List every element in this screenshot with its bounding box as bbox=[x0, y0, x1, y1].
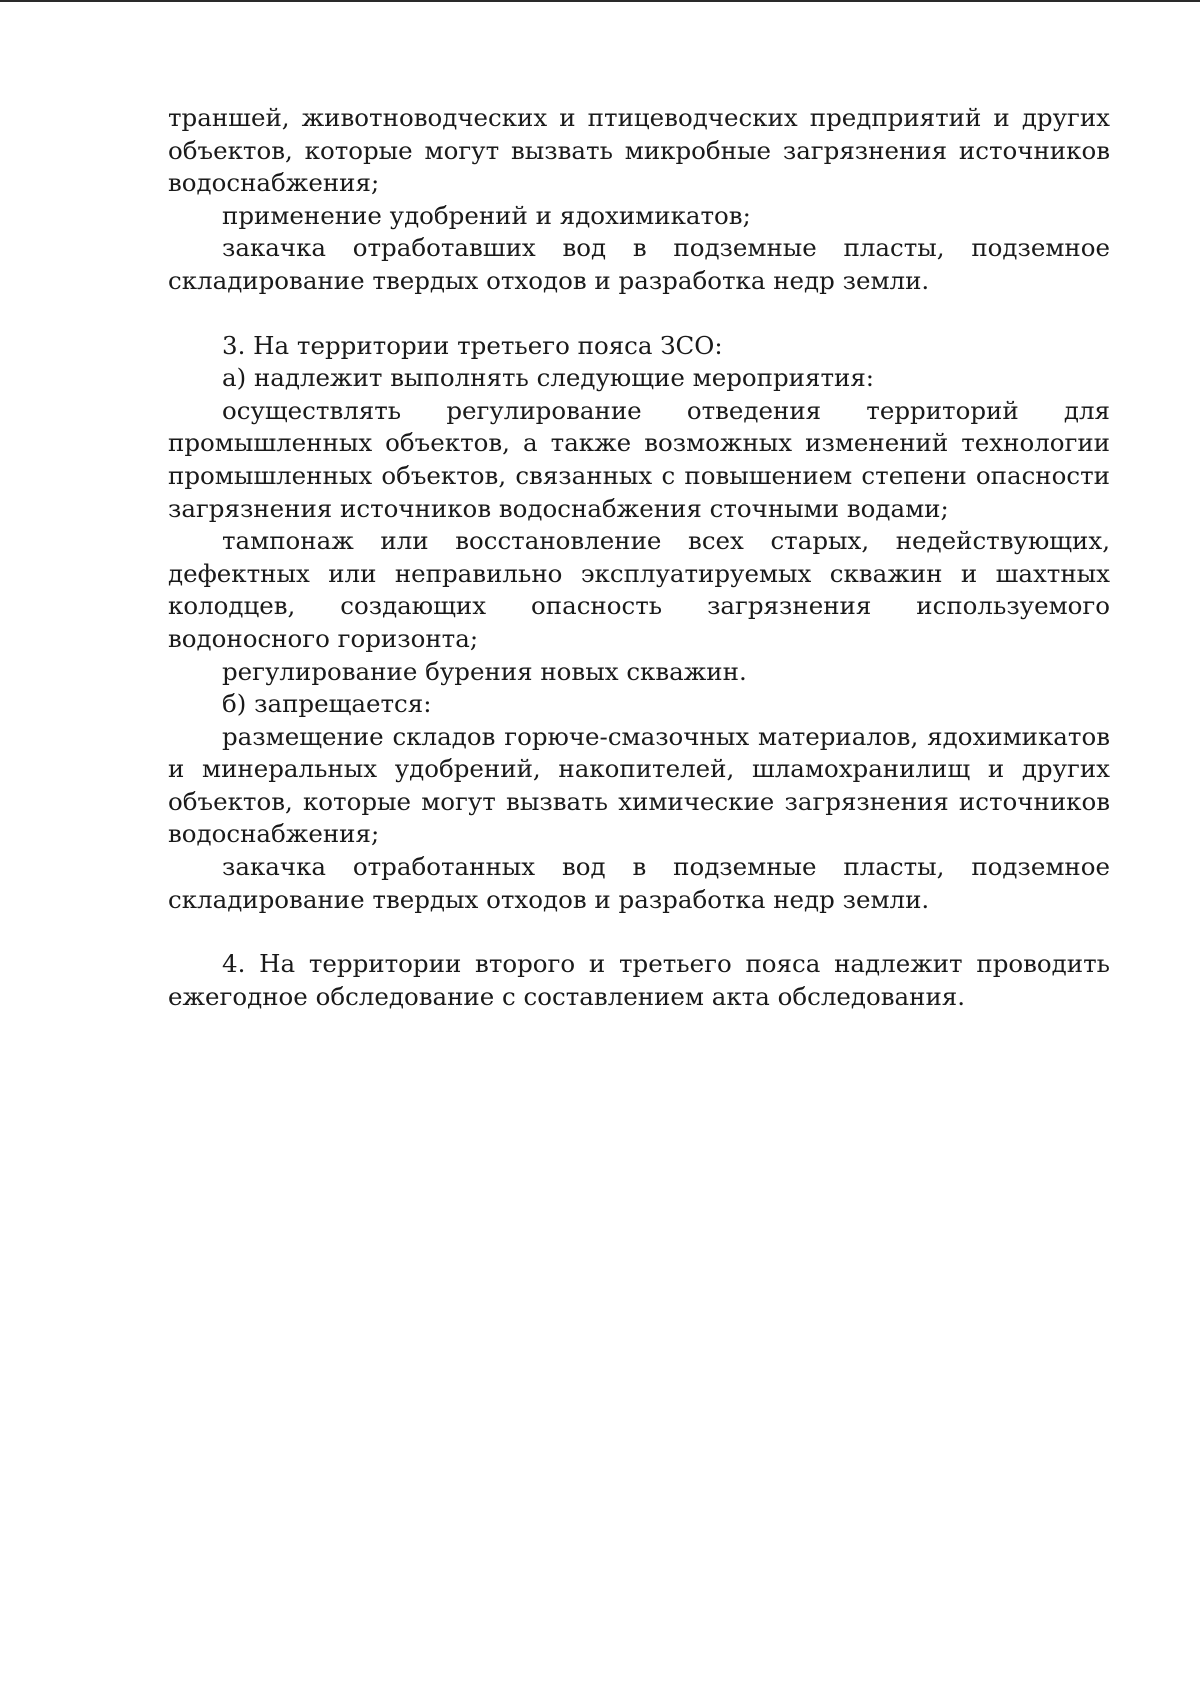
subsection-a-heading: а) надлежит выполнять следующие мероприятия: bbox=[222, 363, 875, 393]
paragraph-plugging-wells: тампонаж или восстановление всех старых, недействующих, дефектных или неправильно эксплуатируемых скважин и шахтных колодцев, создающих опасность загрязнения используемого водоносного горизонта; bbox=[168, 526, 1110, 653]
paragraph-regulation-territories: осуществлять регулирование отведения территорий для промышленных объектов, а также возможных изменений технологии промышленных объектов, связанных с повышением степени опасности загрязнения источников водоснабжения сточными водами; bbox=[168, 395, 1110, 523]
paragraph-drilling-regulation: регулирование бурения новых скважин. bbox=[222, 656, 747, 686]
paragraph-storage-placement: размещение складов горюче-смазочных материалов, ядохимикатов и минеральных удобрений, накопителей, шламохранилищ и других объектов, которые могут вызвать химические загрязнения источников водоснабжения; bbox=[168, 721, 1110, 849]
subsection-b-heading: б) запрещается: bbox=[222, 689, 432, 719]
paragraph-gap bbox=[168, 298, 1110, 330]
section-4-paragraph: 4. На территории второго и третьего пояса надлежит проводить ежегодное обследование с составлением акта обследования. bbox=[168, 949, 1110, 1011]
paragraph-fertilizers: применение удобрений и ядохимикатов; bbox=[222, 200, 751, 230]
paragraph-continuation: траншей, животноводческих и птицеводческих предприятий и других объектов, которые могут вызвать микробные загрязнения источников водоснабжения; bbox=[168, 103, 1110, 198]
paragraph-injection-third-belt: закачка отработанных вод в подземные пласты, подземное складирование твердых отходов и разработка недр земли. bbox=[168, 852, 1110, 914]
document-body bbox=[168, 102, 1110, 1013]
paragraph-injection-second-belt: закачка отработавших вод в подземные пласты, подземное складирование твердых отходов и разработка недр земли. bbox=[168, 233, 1110, 295]
section-3-heading: 3. На территории третьего пояса ЗСО: bbox=[222, 330, 723, 360]
scan-top-edge bbox=[0, 0, 1200, 2]
paragraph-gap bbox=[168, 916, 1110, 948]
